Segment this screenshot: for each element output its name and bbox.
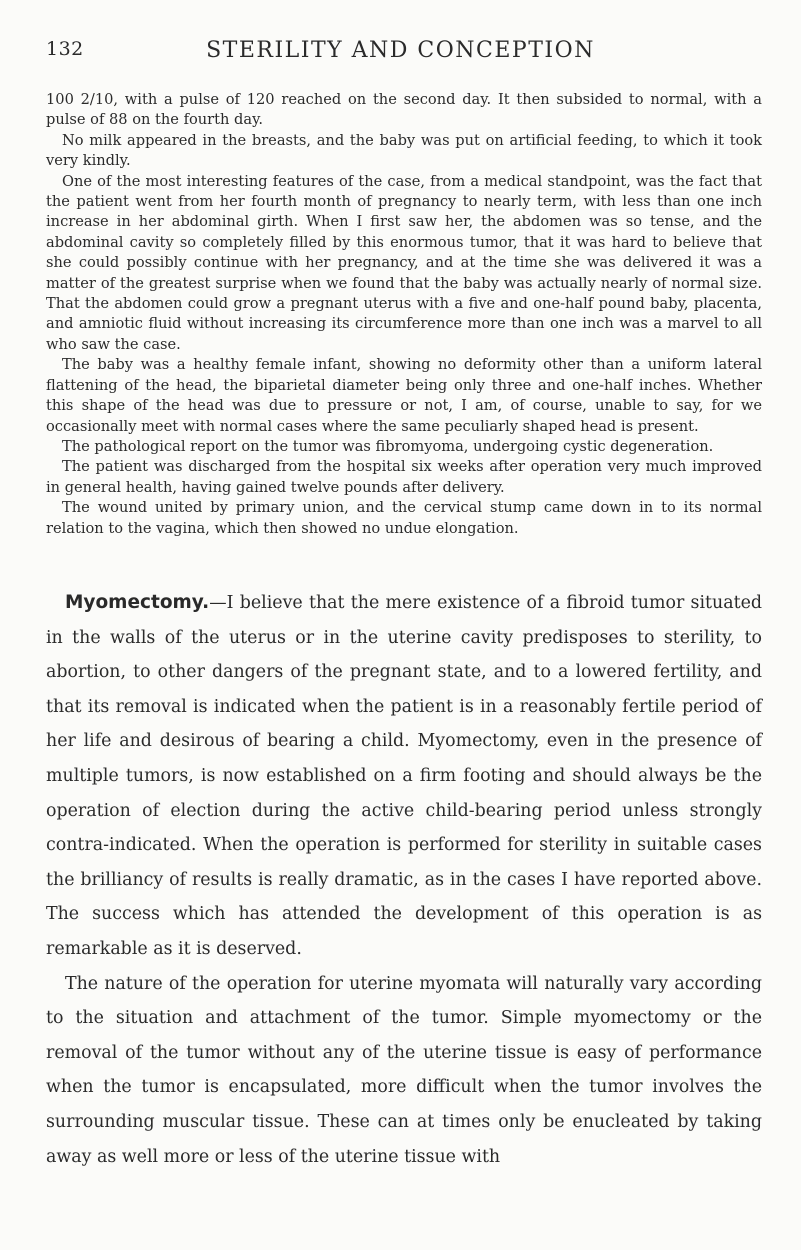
page-header	[46, 38, 755, 63]
case-paragraph: No milk appeared in the breasts, and the baby was put on artificial feeding, to which it took very kindly.	[46, 131, 762, 170]
case-paragraph: The pathological report on the tumor was fibromyoma, undergoing cystic degeneration.	[62, 437, 714, 455]
section-paragraph-2: The nature of the operation for uterine myomata will naturally vary according to the situation and attachment of the tumor. Simple myomectomy or the removal of the tumor without any of the uterine tissue is easy of performance when the tumor is encapsulated, more difficult when the tumor involves the surrounding muscular tissue. These can at times only be enucleated by taking away as well more or less of the uterine tissue with	[46, 973, 762, 1167]
section-heading: Myomectomy.	[65, 592, 210, 613]
section-lead-text: —I believe that the mere existence of a fibroid tumor situated in the walls of the uterus or in the uterine cavity predisposes to sterility, to abortion, to other dangers of the pregnant state, and to a lowered fertility, and that its removal is indicated when the patient is in a reasonably fertile period of her life and desirous of bearing a child. Myomectomy, even in the presence of multiple tumors, is now established on a firm footing and should always be the operation of election during the active child-bearing period unless strongly contra-indicated. When the operation is performed for sterility in suitable cases the brilliancy of results is really dramatic, as in the cases I have reported above. The success which has attended the development of this operation is as remarkable as it is deserved.	[46, 593, 762, 959]
case-paragraph: One of the most interesting features of the case, from a medical standpoint, was the fact that the patient went from her fourth month of pregnancy to nearly term, with less than one inch increase in her abdominal girth. When I first saw her, the abdomen was so tense, and the abdominal cavity so completely filled by this enormous tumor, that it was hard to believe that she could possibly continue with her pregnancy, and at the time she was delivered it was a matter of the greatest surprise when we found that the baby was actually nearly of normal size. That the abdomen could grow a pregnant uterus with a five and one-half pound baby, placenta, and amniotic fluid without increasing its circumference more than one inch was a marvel to all who saw the case.	[46, 172, 762, 353]
page-number: 132	[46, 38, 84, 60]
myomectomy-section	[46, 586, 762, 1174]
section-paragraph	[46, 586, 762, 967]
case-report-text	[46, 90, 762, 539]
case-paragraph: The patient was discharged from the hospital six weeks after operation very much improved in general health, having gained twelve pounds after delivery.	[46, 458, 762, 496]
case-paragraph: 100 2/10, with a pulse of 120 reached on the second day. It then subsided to normal, with a pulse of 88 on the fourth day.	[46, 91, 762, 129]
running-title: STERILITY AND CONCEPTION	[206, 38, 595, 63]
case-paragraph: The baby was a healthy female infant, showing no deformity other than a uniform lateral flattening of the head, the biparietal diameter being only three and one-half inches. Whether this shape of the head was due to pressure or not, I am, of course, unable to say, for we occasionally meet with normal cases where the same peculiarly shaped head is present.	[46, 356, 762, 435]
case-paragraph: The wound united by primary union, and the cervical stump came down in to its normal relation to the vagina, which then showed no undue elongation.	[46, 499, 762, 537]
